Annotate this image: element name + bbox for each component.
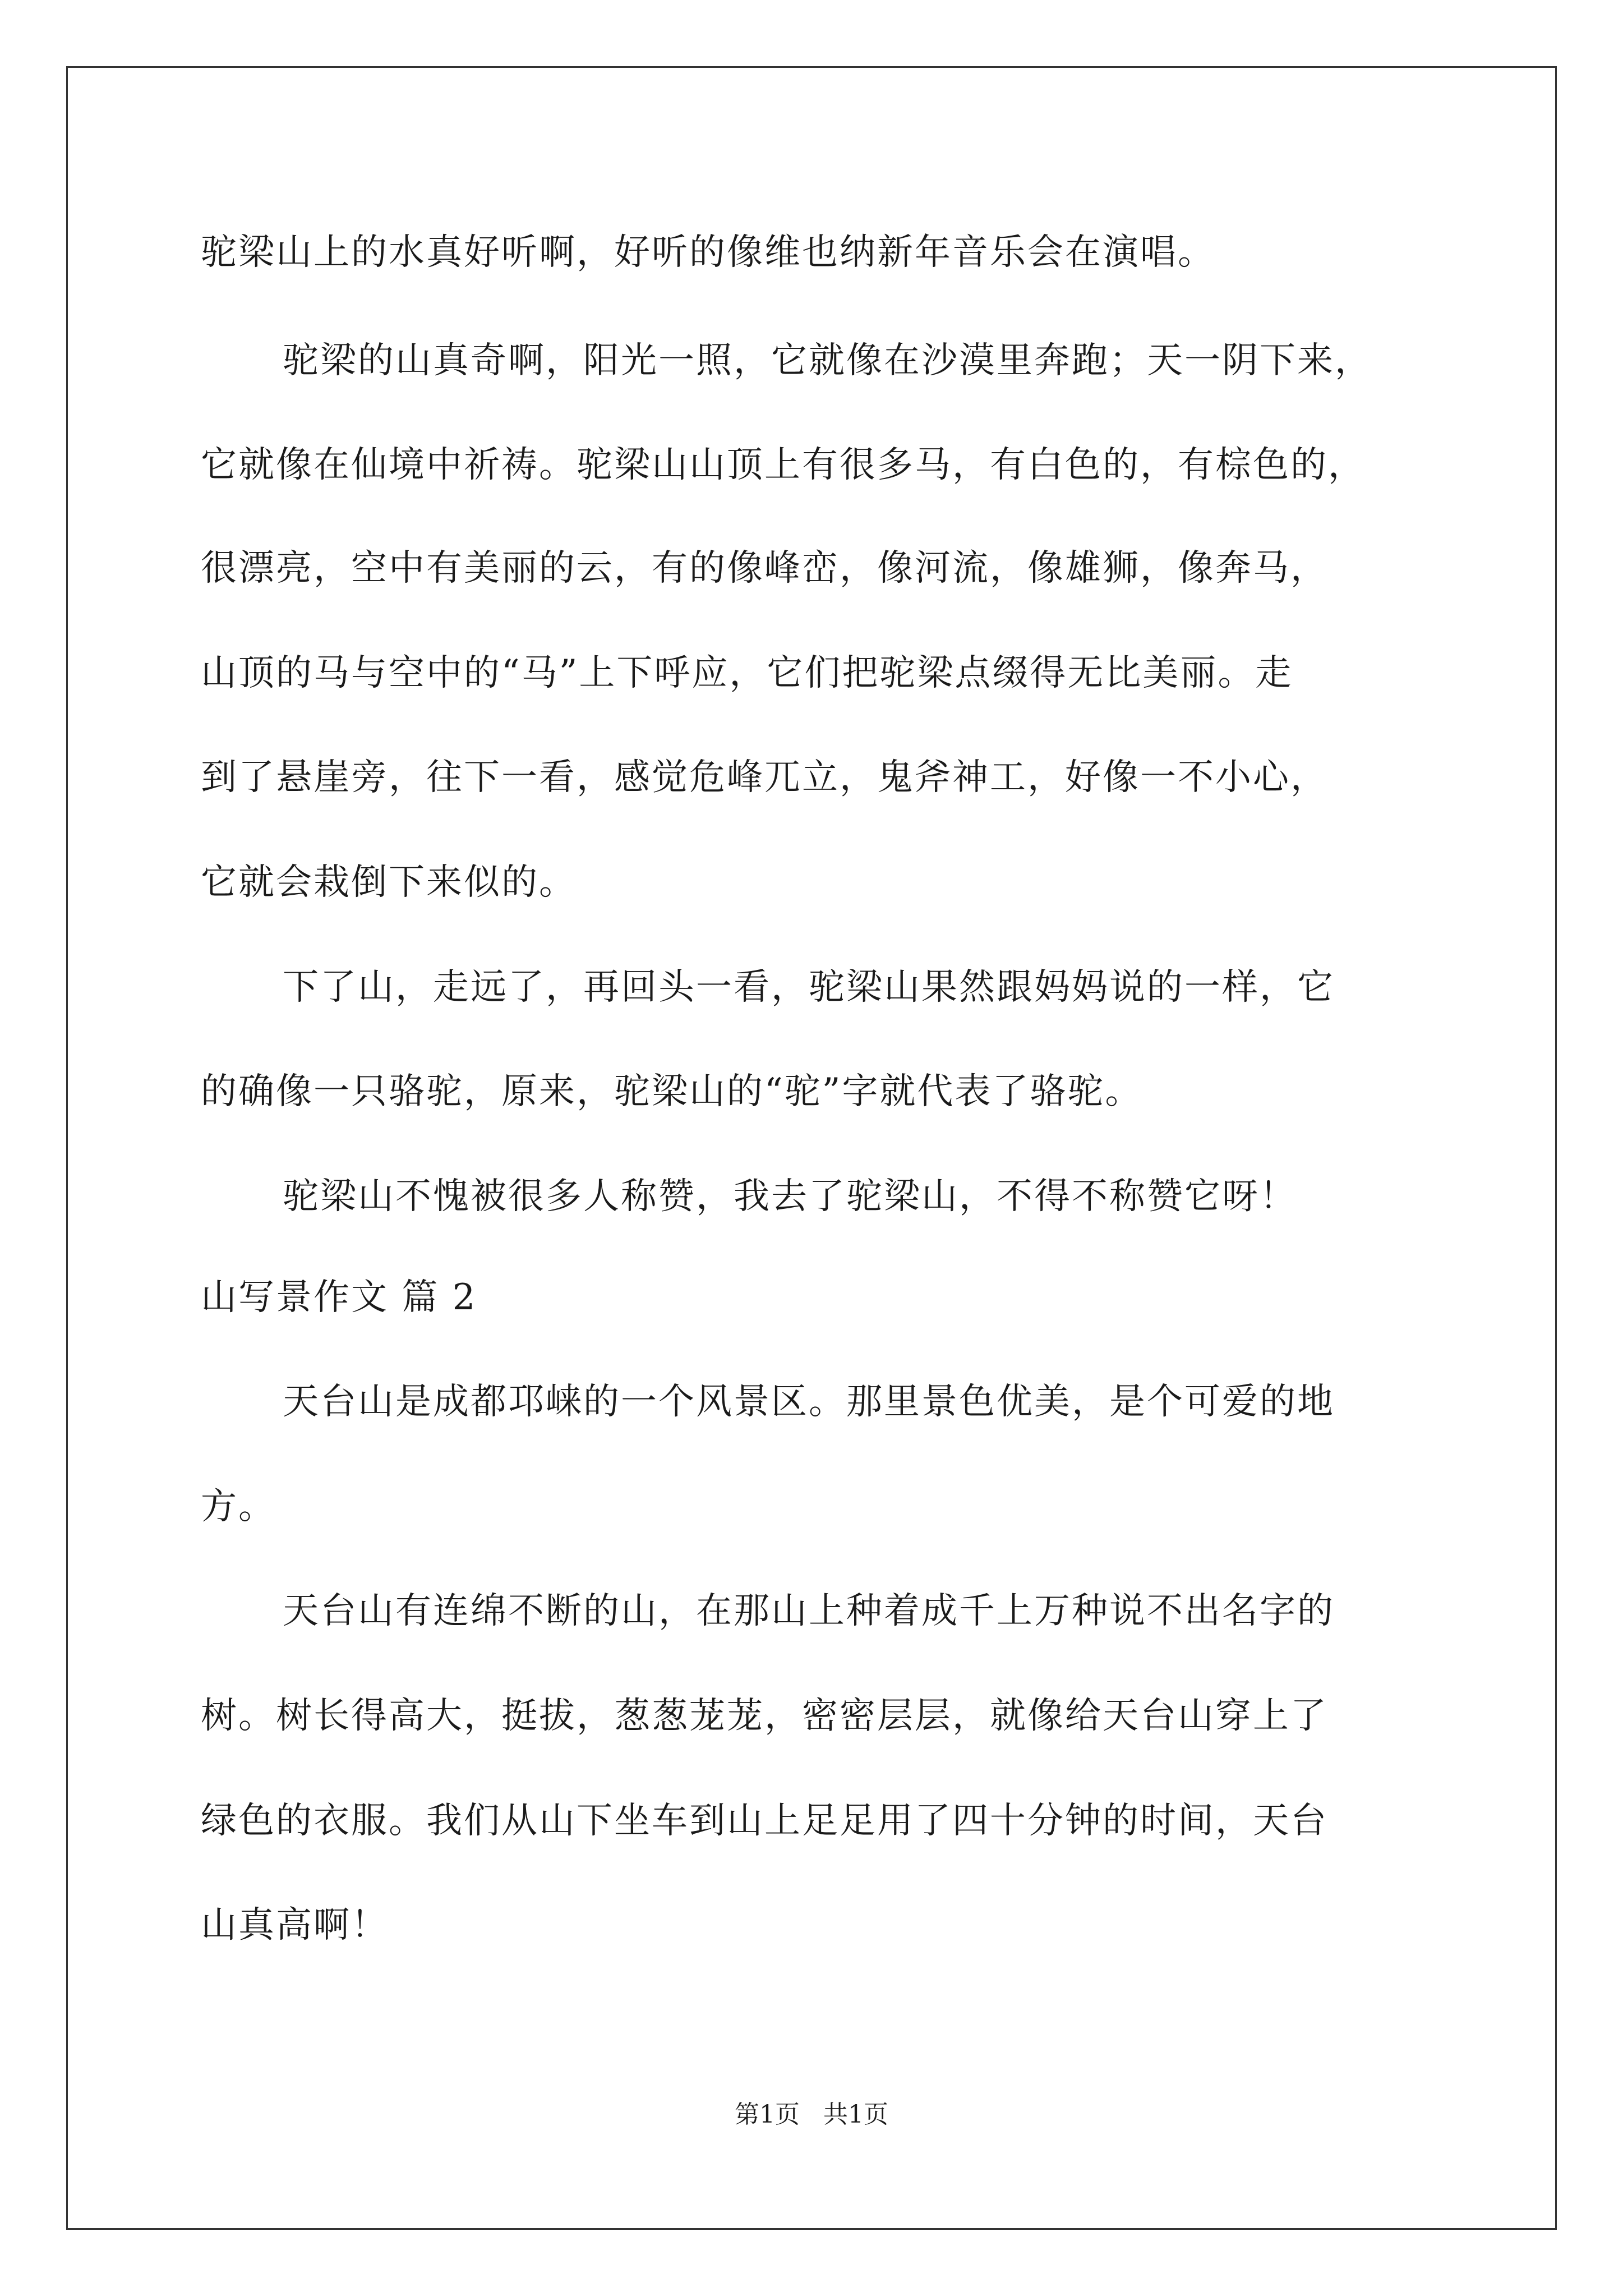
page-footer: 第1页 共1页 xyxy=(735,2100,888,2129)
paragraph-line: 天台山是成都邛崃的一个风景区。那里景色优美，是个可爱的地 xyxy=(283,1381,1335,1423)
paragraph-line: 树。树长得高大，挺拔，葱葱茏茏，密密层层，就像给天台山穿上了 xyxy=(201,1695,1328,1737)
paragraph-line: 山顶的马与空中的“马”上下呼应，它们把驼梁点缀得无比美丽。走 xyxy=(201,652,1293,694)
paragraph-line: 下了山，走远了，再回头一看，驼梁山果然跟妈妈说的一样，它 xyxy=(283,967,1335,1008)
paragraph-line: 它就会栽倒下来似的。 xyxy=(201,862,577,903)
section-heading: 山写景作文 篇 2 xyxy=(201,1277,477,1318)
paragraph-line: 的确像一只骆驼，原来，驼梁山的“驼”字就代表了骆驼。 xyxy=(201,1071,1143,1112)
paragraph-line: 绿色的衣服。我们从山下坐车到山上足足用了四十分钟的时间，天台 xyxy=(201,1800,1328,1842)
paragraph-line: 山真高啊！ xyxy=(201,1904,389,1946)
paragraph-line: 到了悬崖旁，往下一看，感觉危峰兀立，鬼斧神工，好像一不小心， xyxy=(201,757,1328,798)
paragraph-line: 很漂亮，空中有美丽的云，有的像峰峦，像河流，像雄狮，像奔马， xyxy=(201,547,1328,589)
paragraph-line: 驼梁的山真奇啊，阳光一照，它就像在沙漠里奔跑；天一阴下来， xyxy=(283,340,1372,381)
paragraph-line: 方。 xyxy=(201,1486,276,1527)
paragraph-line: 驼梁山不愧被很多人称赞，我去了驼梁山，不得不称赞它呀！ xyxy=(283,1176,1297,1217)
paragraph-line: 驼梁山上的水真好听啊，好听的像维也纳新年音乐会在演唱。 xyxy=(201,232,1215,273)
paragraph-line: 天台山有连绵不断的山，在那山上种着成千上万种说不出名字的 xyxy=(283,1590,1335,1632)
paragraph-line: 它就像在仙境中祈祷。驼梁山山顶上有很多马，有白色的，有棕色的， xyxy=(201,444,1366,486)
